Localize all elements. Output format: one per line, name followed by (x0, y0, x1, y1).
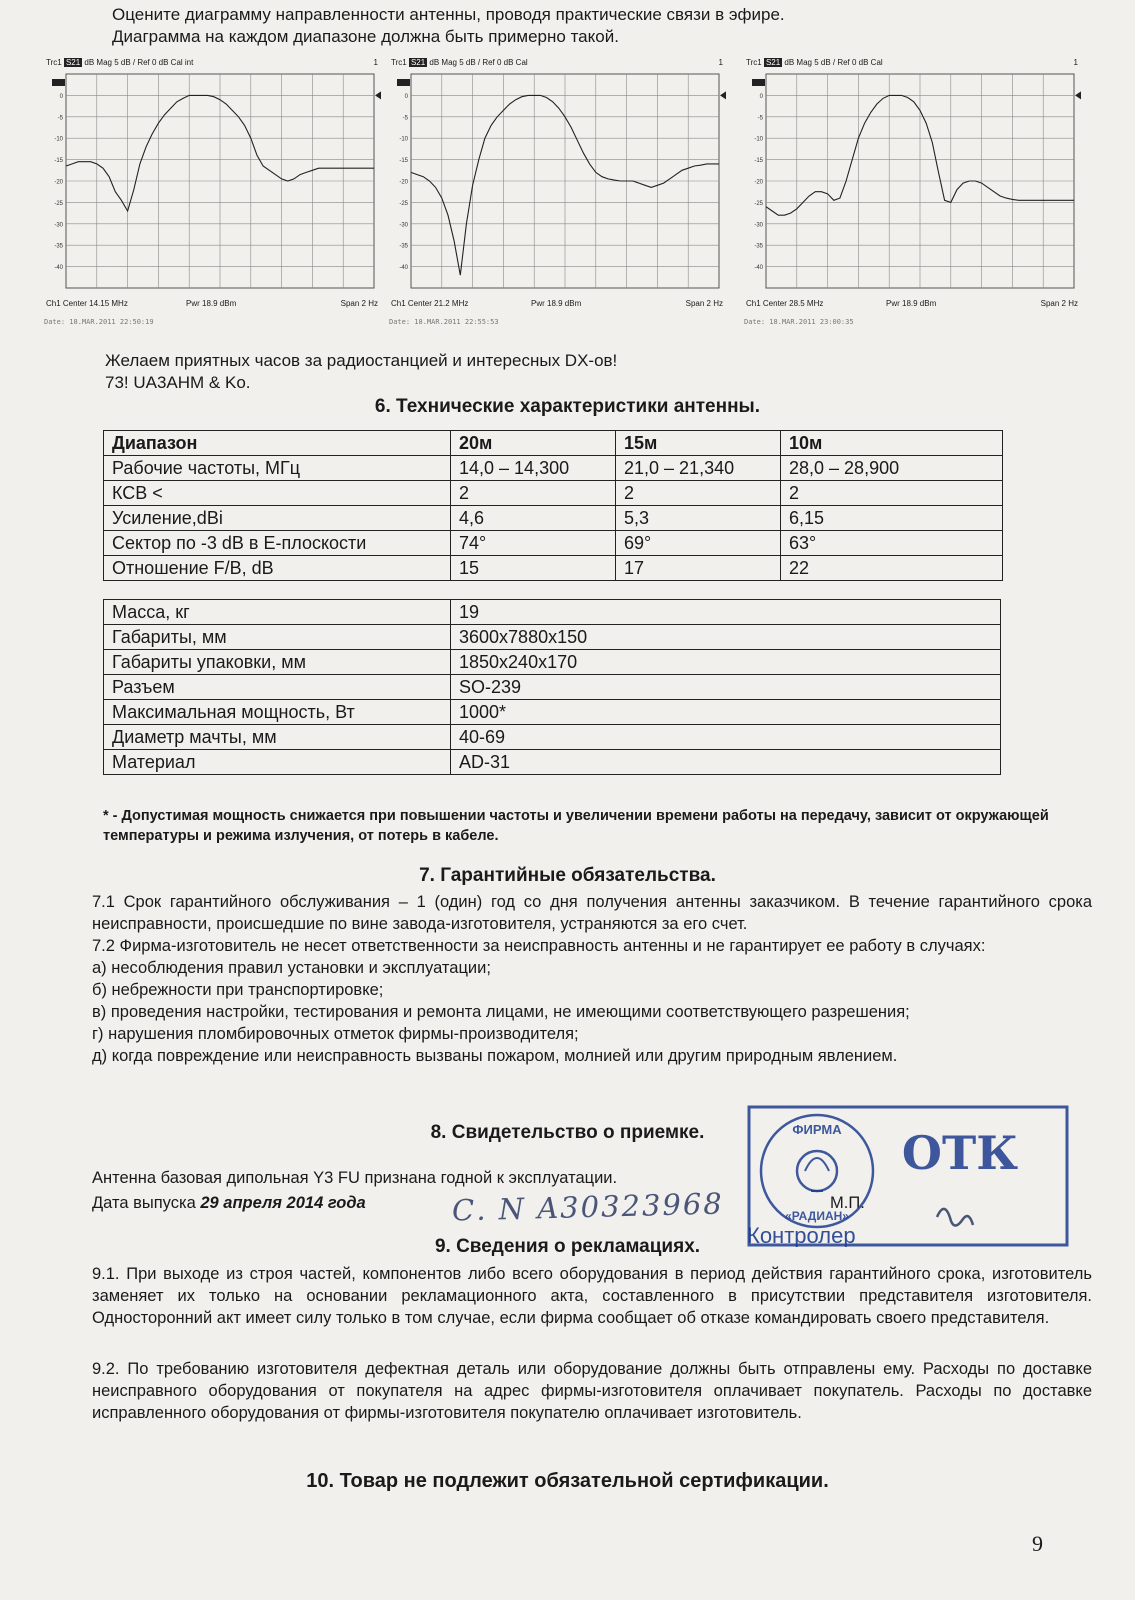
table-cell: 28,0 – 28,900 (781, 456, 1003, 481)
table-row (104, 750, 1001, 775)
y-tick-label: -10 (399, 136, 408, 143)
y-tick-label: -35 (754, 243, 763, 250)
band-characteristics-table (103, 430, 1003, 581)
greeting (105, 350, 617, 394)
table-row (104, 725, 1001, 750)
table-cell: Рабочие частоты, МГц (104, 456, 451, 481)
table-row (104, 506, 1003, 531)
table-cell: 3600х7880х150 (451, 625, 1001, 650)
trace-box (52, 79, 65, 86)
charts-row (44, 58, 1104, 338)
chart-header (746, 58, 883, 67)
chart-15m (389, 58, 727, 338)
measurement-date: Date: 18.MAR.2011 23:00:35 (744, 318, 854, 326)
table-cell: 4,6 (451, 506, 616, 531)
claims-paragraph-1: 9.1. При выходе из строя частей, компонентов либо всего оборудования в период действия гарантийного срока, изготовитель заменяет их только на основании рекламационного акта, составленного в присутствии представителя изготовителя. Односторонний акт имеет силу только в том случае, если фирма сообщает об отказе командировать своего представителя. (92, 1265, 1092, 1327)
intro-line-2: Диаграмма на каждом диапазоне должна быть примерно такой. (112, 27, 619, 46)
stamp-otk: ОТК (901, 1126, 1019, 1180)
claims-paragraph-2: 9.2. По требованию изготовителя дефектная деталь или оборудование должны быть отправлены ему. Расходы по доставке неисправного оборудования от покупателя на адрес фирмы-изготовителя оплачивает покупатель. Расходы по доставке исправленного оборудования от фирмы-изготовителя покупателю оплачивает изготовитель. (92, 1360, 1092, 1422)
table-row (104, 456, 1003, 481)
stamp-radian-text: «РАДИАН» (785, 1209, 849, 1223)
y-tick-label: -20 (399, 179, 408, 186)
power-label: Pwr 18.9 dBm (186, 299, 237, 308)
header-cell: 20м (451, 431, 616, 456)
marker-number: 1 (1073, 58, 1078, 67)
chart-header (391, 58, 528, 67)
controller-signature (937, 1209, 973, 1226)
section-6-title: 6. Технические характеристики антенны. (374, 396, 761, 417)
trace-box (752, 79, 765, 86)
table-row (104, 625, 1001, 650)
y-tick-label: -25 (54, 200, 63, 207)
scale-label: dB Mag 5 dB / Ref 0 dB Cal int (84, 58, 194, 67)
seal-place-label: М.П. (830, 1194, 865, 1212)
center-frequency: Ch1 Center 21.2 MHz (391, 299, 469, 308)
chart-header (46, 58, 193, 67)
section-7-title: 7. Гарантийные обязательства. (419, 865, 716, 886)
table-cell: 6,15 (781, 506, 1003, 531)
span-label: Span 2 Hz (685, 299, 723, 308)
table-cell: 22 (781, 556, 1003, 581)
power-label: Pwr 18.9 dBm (531, 299, 582, 308)
greeting-line-1: Желаем приятных часов за радиостанцией и интересных DX-ов! (105, 351, 618, 370)
table-cell: 74° (451, 531, 616, 556)
span-label: Span 2 Hz (340, 299, 378, 308)
marker-number: 1 (373, 58, 378, 67)
chart-plot (389, 58, 727, 296)
power-footnote: * - Допустимая мощность снижается при повышении частоты и увеличении времени работы на передачу, зависит от окружающей температуры и режима излучения, от потерь в кабеле. (103, 808, 1049, 844)
table-cell: Усиление,dBi (104, 506, 451, 531)
table-cell: SO-239 (451, 675, 1001, 700)
table-cell: Отношение F/B, dB (104, 556, 451, 581)
table-cell: 14,0 – 14,300 (451, 456, 616, 481)
y-tick-label: -15 (399, 158, 408, 165)
table-cell: Диаметр мачты, мм (104, 725, 451, 750)
header-cell: 10м (781, 431, 1003, 456)
header-cell: 15м (616, 431, 781, 456)
s21-tag: S21 (65, 58, 81, 67)
page-number: 9 (1032, 1531, 1043, 1556)
table-cell: 40-69 (451, 725, 1001, 750)
greeting-line-2: 73! UA3AHM & Ko. (105, 373, 251, 392)
table-cell: Максимальная мощность, Вт (104, 700, 451, 725)
trace-label: Trc1 (746, 58, 762, 67)
general-specs-table (103, 599, 1001, 775)
table-cell: 1850х240х170 (451, 650, 1001, 675)
header-cell: Диапазон (104, 431, 451, 456)
table-row (104, 481, 1003, 506)
y-tick-label: -5 (757, 115, 763, 122)
release-date-value: 29 апреля 2014 года (200, 1194, 366, 1212)
table-row (104, 700, 1001, 725)
table-row (104, 650, 1001, 675)
y-tick-label: -5 (57, 115, 63, 122)
y-tick-label: -30 (754, 222, 763, 229)
table-cell: 2 (781, 481, 1003, 506)
table-cell: Габариты, мм (104, 625, 451, 650)
table-row (104, 675, 1001, 700)
table-cell: КСВ < (104, 481, 451, 506)
y-tick-label: -20 (54, 179, 63, 186)
marker-number: 1 (718, 58, 723, 67)
scale-label: dB Mag 5 dB / Ref 0 dB Cal (784, 58, 883, 67)
table-cell: Разъем (104, 675, 451, 700)
measurement-date: Date: 18.MAR.2011 22:50:19 (44, 318, 154, 326)
y-tick-label: -10 (54, 136, 63, 143)
y-tick-label: -10 (754, 136, 763, 143)
table-cell: 5,3 (616, 506, 781, 531)
release-date-line (92, 1192, 366, 1214)
table-row (104, 556, 1003, 581)
y-tick-label: 0 (404, 93, 408, 100)
chart-plot (44, 58, 382, 296)
table-cell: AD-31 (451, 750, 1001, 775)
table-row (104, 531, 1003, 556)
table-cell: Габариты упаковки, мм (104, 650, 451, 675)
y-tick-label: -35 (399, 243, 408, 250)
y-tick-label: 0 (759, 93, 763, 100)
y-tick-label: -35 (54, 243, 63, 250)
stamp-firm-text: ФИРМА (792, 1122, 842, 1137)
table-cell: 17 (616, 556, 781, 581)
center-frequency: Ch1 Center 14.15 MHz (46, 299, 128, 308)
trace-label: Trc1 (46, 58, 62, 67)
table-cell: Масса, кг (104, 600, 451, 625)
s21-tag: S21 (410, 58, 426, 67)
table-row (104, 600, 1001, 625)
y-tick-label: -40 (54, 265, 63, 272)
center-frequency: Ch1 Center 28.5 MHz (746, 299, 824, 308)
power-label: Pwr 18.9 dBm (886, 299, 937, 308)
reference-arrow (720, 91, 726, 99)
table-cell: 63° (781, 531, 1003, 556)
y-tick-label: -25 (754, 200, 763, 207)
intro-line-1: Оцените диаграмму направленности антенны, проводя практические связи в эфире. (112, 5, 785, 24)
chart-20m (44, 58, 382, 338)
table-cell: 19 (451, 600, 1001, 625)
y-tick-label: 0 (59, 93, 63, 100)
trace-box (397, 79, 410, 86)
acceptance-line: Антенна базовая дипольная Y3 FU признана годной к эксплуатации. (92, 1169, 618, 1187)
handwritten-serial-number: С. N A30323968 (451, 1186, 725, 1228)
table-cell: 1000* (451, 700, 1001, 725)
table-cell: 21,0 – 21,340 (616, 456, 781, 481)
reference-arrow (1075, 91, 1081, 99)
chart-10m (744, 58, 1082, 338)
release-date-label: Дата выпуска (92, 1194, 201, 1212)
s21-tag: S21 (765, 58, 781, 67)
table-cell: 69° (616, 531, 781, 556)
table-cell: 15 (451, 556, 616, 581)
table-cell: Сектор по -3 dB в Е-плоскости (104, 531, 451, 556)
trace-label: Trc1 (391, 58, 407, 67)
section-8-title: 8. Свидетельство о приемке. (430, 1122, 705, 1143)
intro-text (112, 4, 785, 48)
table-cell: Материал (104, 750, 451, 775)
span-label: Span 2 Hz (1040, 299, 1078, 308)
stamp-emblem (805, 1158, 829, 1191)
reference-arrow (375, 91, 381, 99)
y-tick-label: -40 (754, 265, 763, 272)
table-header-row (104, 431, 1003, 456)
y-tick-label: -25 (399, 200, 408, 207)
y-tick-label: -15 (754, 158, 763, 165)
otk-stamp (747, 1105, 1069, 1247)
stamp-controller: Контролер (747, 1223, 856, 1247)
measurement-date: Date: 18.MAR.2011 22:55:53 (389, 318, 499, 326)
y-tick-label: -15 (54, 158, 63, 165)
y-tick-label: -40 (399, 265, 408, 272)
y-tick-label: -30 (54, 222, 63, 229)
table-cell: 2 (451, 481, 616, 506)
y-tick-label: -30 (399, 222, 408, 229)
table-cell: 2 (616, 481, 781, 506)
y-tick-label: -20 (754, 179, 763, 186)
section-9-title: 9. Сведения о рекламациях. (434, 1236, 701, 1257)
scale-label: dB Mag 5 dB / Ref 0 dB Cal (429, 58, 528, 67)
y-tick-label: -5 (402, 115, 408, 122)
section-10-title: 10. Товар не подлежит обязательной сертификации. (306, 1470, 829, 1492)
warranty-text: 7.1 Срок гарантийного обслуживания – 1 (один) год со дня получения антенны заказчиком. В течение гарантийного срока неисправности, происшедшие по вине завода-изготовителя, устраняются за его счет. 7.2 Фирма-изготовитель не несет ответственности за неисправность антенны и не гарантирует ее работу в случаях: а) несоблюдения правил установки и эксплуатации; б) небрежности при транспортировке; в) проведения настройки, тестирования и ремонта лицами, не имеющими соответствующего разрешения; г) нарушения пломбировочных отметок фирмы-производителя; д) когда повреждение или неисправность вызваны пожаром, молнией или другим природным явлением. (92, 893, 1092, 1065)
chart-plot (744, 58, 1082, 296)
